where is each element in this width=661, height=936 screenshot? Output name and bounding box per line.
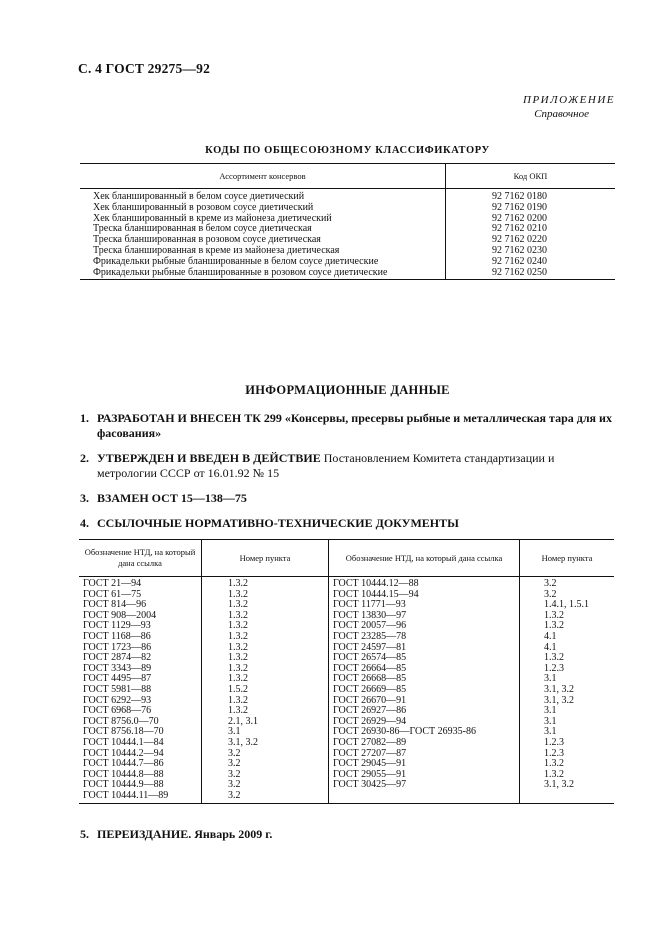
ntd-clause-cell: 1.2.3 — [520, 749, 615, 760]
ntd-table — [79, 539, 614, 804]
ntd-clause-cell: 3.1, 3.2 — [202, 738, 329, 749]
ntd-col-designation-2: Обозначение НТД, на который дана ссылка — [329, 540, 520, 577]
ntd-clause-cell: 1.2.3 — [520, 738, 615, 749]
okp-table-title: КОДЫ ПО ОБЩЕСОЮЗНОМУ КЛАССИФИКАТОРУ — [205, 145, 490, 156]
okp-assortment-cell: Хек бланшированный в белом соусе диетический — [93, 191, 305, 202]
ntd-clause-cell: 1.3.2 — [520, 653, 615, 664]
ntd-designation-cell: ГОСТ 26664—85 — [329, 664, 520, 675]
ntd-clause-cell: 1.2.3 — [520, 664, 615, 675]
ntd-designation-cell: ГОСТ 27082—89 — [329, 738, 520, 749]
okp-assortment-cell: Фрикадельки рыбные бланшированные в розовом соусе диетические — [80, 268, 446, 280]
table-row — [79, 685, 614, 696]
ntd-clause-cell: 1.3.2 — [520, 621, 615, 632]
ntd-table-body — [79, 577, 614, 804]
ntd-designation-cell: ГОСТ 4495—87 — [83, 673, 152, 685]
ntd-designation-cell: ГОСТ 26668—85 — [329, 674, 520, 685]
ntd-designation-cell: ГОСТ 27207—87 — [329, 749, 520, 760]
ntd-clause-cell: 3.2 — [202, 780, 329, 791]
info-title: ИНФОРМАЦИОННЫЕ ДАННЫЕ — [245, 383, 450, 397]
ntd-clause-cell: 1.3.2 — [520, 770, 615, 781]
ntd-clause-cell: 2.1, 3.1 — [202, 717, 329, 728]
ntd-designation-cell: ГОСТ 20057—96 — [329, 621, 520, 632]
ntd-designation-cell: ГОСТ 10444.2—94 — [83, 747, 164, 759]
appendix-kind: Справочное — [534, 108, 589, 120]
okp-assortment-cell: Фрикадельки рыбные бланшированные в белом соусе диетические — [93, 255, 379, 267]
ntd-clause-cell: 3.2 — [202, 759, 329, 770]
ntd-designation-cell: ГОСТ 26927—86 — [329, 706, 520, 717]
ntd-table-header-row — [79, 540, 614, 577]
info-item-1 — [80, 411, 615, 441]
ntd-col-designation: Обозначение НТД, на который дана ссылка — [79, 540, 202, 577]
ntd-clause-cell: 3.1, 3.2 — [520, 685, 615, 696]
info-item-number: 1. — [80, 411, 89, 425]
ntd-clause-cell: 3.2 — [202, 791, 329, 804]
ntd-designation-cell: ГОСТ 8756.18—70 — [83, 726, 164, 738]
ntd-designation-cell: ГОСТ 30425—97 — [329, 780, 520, 791]
ntd-col-clause: Номер пункта — [202, 540, 329, 577]
table-row — [79, 632, 614, 643]
table-row — [80, 268, 615, 280]
ntd-clause-cell: 1.3.2 — [202, 674, 329, 685]
okp-col-assortment: Ассортимент консервов — [80, 164, 446, 189]
ntd-clause-cell: 1.3.2 — [202, 653, 329, 664]
ntd-clause-cell: 3.2 — [520, 590, 615, 601]
info-item-bold: ВЗАМЕН ОСТ 15—138—75 — [97, 491, 247, 505]
okp-table-header-row — [80, 164, 615, 189]
ntd-clause-cell: 4.1 — [520, 632, 615, 643]
ntd-clause-cell: 3.2 — [520, 577, 615, 590]
ntd-clause-cell: 3.1, 3.2 — [520, 696, 615, 707]
ntd-clause-cell: 3.1, 3.2 — [520, 780, 615, 791]
ntd-clause-cell: 1.3.2 — [202, 600, 329, 611]
ntd-clause-cell: 1.3.2 — [202, 621, 329, 632]
table-row — [79, 738, 614, 749]
ntd-clause-cell: 1.3.2 — [202, 706, 329, 717]
info-item-bold: РАЗРАБОТАН И ВНЕСЕН ТК 299 «Консервы, пресервы рыбные и металлическая тара для их фасования» — [97, 411, 612, 440]
ntd-designation-cell: ГОСТ 23285—78 — [329, 632, 520, 643]
okp-code-cell: 92 7162 0210 — [446, 224, 616, 235]
table-row — [80, 189, 615, 203]
ntd-designation-cell: ГОСТ 29045—91 — [329, 759, 520, 770]
ntd-designation-cell: ГОСТ 6968—76 — [83, 705, 152, 717]
okp-assortment-cell: Хек бланшированный в креме из майонеза диетический — [93, 212, 332, 224]
okp-assortment-cell: Треска бланшированная в розовом соусе диетическая — [93, 234, 321, 246]
okp-table-body — [80, 189, 615, 280]
ntd-designation-cell: ГОСТ 29055—91 — [329, 770, 520, 781]
okp-code-cell: 92 7162 0190 — [446, 203, 616, 214]
ntd-col-clause-2: Номер пункта — [520, 540, 615, 577]
ntd-clause-cell: 1.3.2 — [202, 611, 329, 622]
ntd-designation-cell: ГОСТ 10444.8—88 — [83, 768, 164, 780]
ntd-designation-cell: ГОСТ 26670—91 — [329, 696, 520, 707]
info-item-3 — [80, 491, 615, 506]
ntd-clause-cell: 3.1 — [520, 674, 615, 685]
ntd-designation-cell: ГОСТ 908—2004 — [83, 609, 157, 621]
table-row — [79, 791, 614, 804]
table-row — [80, 257, 615, 268]
ntd-clause-cell: 3.1 — [520, 717, 615, 728]
ntd-designation-cell: ГОСТ 10444.7—86 — [83, 758, 164, 770]
okp-code-cell: 92 7162 0240 — [446, 257, 616, 268]
table-row — [80, 203, 615, 214]
info-item-bold: ССЫЛОЧНЫЕ НОРМАТИВНО-ТЕХНИЧЕСКИЕ ДОКУМЕНТЫ — [97, 516, 459, 530]
ntd-clause-cell: 3.2 — [202, 770, 329, 781]
ntd-clause-cell: 1.3.2 — [202, 664, 329, 675]
info-item-5 — [80, 827, 615, 842]
info-item-number: 4. — [80, 516, 89, 530]
page-header: С. 4 ГОСТ 29275—92 — [78, 61, 211, 76]
ntd-designation-cell: ГОСТ 10444.15—94 — [329, 590, 520, 601]
ntd-designation-cell: ГОСТ 26669—85 — [329, 685, 520, 696]
ntd-designation-cell: ГОСТ 3343—89 — [83, 662, 152, 674]
ntd-clause-cell: 3.1 — [520, 706, 615, 717]
ntd-designation-cell: ГОСТ 10444.1—84 — [83, 736, 164, 748]
info-item-text: Постановлением Комитета стандартизации и метрологии СССР от 16.01.92 № 15 — [97, 451, 555, 480]
ntd-designation-cell: ГОСТ 5981—88 — [83, 683, 152, 695]
ntd-clause-cell: 1.3.2 — [202, 590, 329, 601]
ntd-clause-cell: 3.2 — [202, 749, 329, 760]
info-item-number: 3. — [80, 491, 89, 505]
ntd-clause-cell: 1.3.2 — [202, 696, 329, 707]
info-item-number: 5. — [80, 827, 89, 841]
ntd-clause-cell: 1.3.2 — [520, 611, 615, 622]
ntd-clause-cell: 3.1 — [520, 727, 615, 738]
okp-assortment-cell: Хек бланшированный в розовом соусе диетический — [93, 201, 314, 213]
ntd-designation-cell: ГОСТ 26930-86—ГОСТ 26935-86 — [329, 727, 520, 738]
appendix-label: ПРИЛОЖЕНИЕ — [523, 94, 615, 106]
ntd-designation-cell: ГОСТ 10444.12—88 — [329, 577, 520, 590]
okp-code-cell: 92 7162 0230 — [446, 246, 616, 257]
ntd-clause-cell: 1.5.2 — [202, 685, 329, 696]
okp-col-code: Код ОКП — [446, 164, 616, 189]
ntd-clause-cell: 1.3.2 — [202, 643, 329, 654]
ntd-designation-cell: ГОСТ 11771—93 — [329, 600, 520, 611]
ntd-clause-cell: 1.3.2 — [520, 759, 615, 770]
okp-code-cell: 92 7162 0180 — [446, 189, 616, 203]
ntd-designation-cell: ГОСТ 814—96 — [83, 599, 147, 611]
ntd-clause-cell — [520, 791, 615, 804]
ntd-designation-cell: ГОСТ 26574—85 — [329, 653, 520, 664]
info-item-number: 2. — [80, 451, 89, 465]
table-row — [79, 577, 614, 590]
okp-table — [80, 163, 615, 280]
ntd-designation-cell: ГОСТ 1129—93 — [83, 620, 151, 632]
ntd-clause-cell: 1.4.1, 1.5.1 — [520, 600, 615, 611]
ntd-designation-cell: ГОСТ 10444.9—88 — [83, 779, 164, 791]
info-item-bold: ПЕРЕИЗДАНИЕ. Январь 2009 г. — [97, 827, 273, 841]
okp-code-cell: 92 7162 0200 — [446, 214, 616, 225]
ntd-designation-cell: ГОСТ 13830—97 — [329, 611, 520, 622]
ntd-designation-cell: ГОСТ 6292—93 — [83, 694, 152, 706]
ntd-designation-cell — [329, 791, 520, 804]
okp-assortment-cell: Треска бланшированная в креме из майонеза диетическая — [93, 244, 340, 256]
ntd-designation-cell: ГОСТ 61—75 — [83, 588, 142, 600]
ntd-clause-cell: 1.3.2 — [202, 632, 329, 643]
ntd-clause-cell: 3.1 — [202, 727, 329, 738]
info-item-4 — [80, 516, 615, 531]
ntd-designation-cell: ГОСТ 1723—86 — [83, 641, 152, 653]
ntd-designation-cell: ГОСТ 24597—81 — [329, 643, 520, 654]
okp-code-cell: 92 7162 0220 — [446, 235, 616, 246]
ntd-designation-cell: ГОСТ 1168—86 — [83, 630, 151, 642]
ntd-designation-cell: ГОСТ 2874—82 — [83, 652, 152, 664]
ntd-clause-cell: 4.1 — [520, 643, 615, 654]
info-item-2 — [80, 451, 615, 481]
ntd-designation-cell: ГОСТ 26929—94 — [329, 717, 520, 728]
okp-assortment-cell: Треска бланшированная в белом соусе диетическая — [93, 223, 312, 235]
ntd-designation-cell: ГОСТ 10444.11—89 — [79, 791, 202, 804]
ntd-designation-cell: ГОСТ 8756.0—70 — [83, 715, 159, 727]
ntd-designation-cell: ГОСТ 21—94 — [83, 578, 142, 589]
info-item-bold: УТВЕРЖДЕН И ВВЕДЕН В ДЕЙСТВИЕ — [97, 451, 321, 465]
okp-code-cell: 92 7162 0250 — [446, 268, 616, 280]
ntd-clause-cell: 1.3.2 — [202, 577, 329, 590]
